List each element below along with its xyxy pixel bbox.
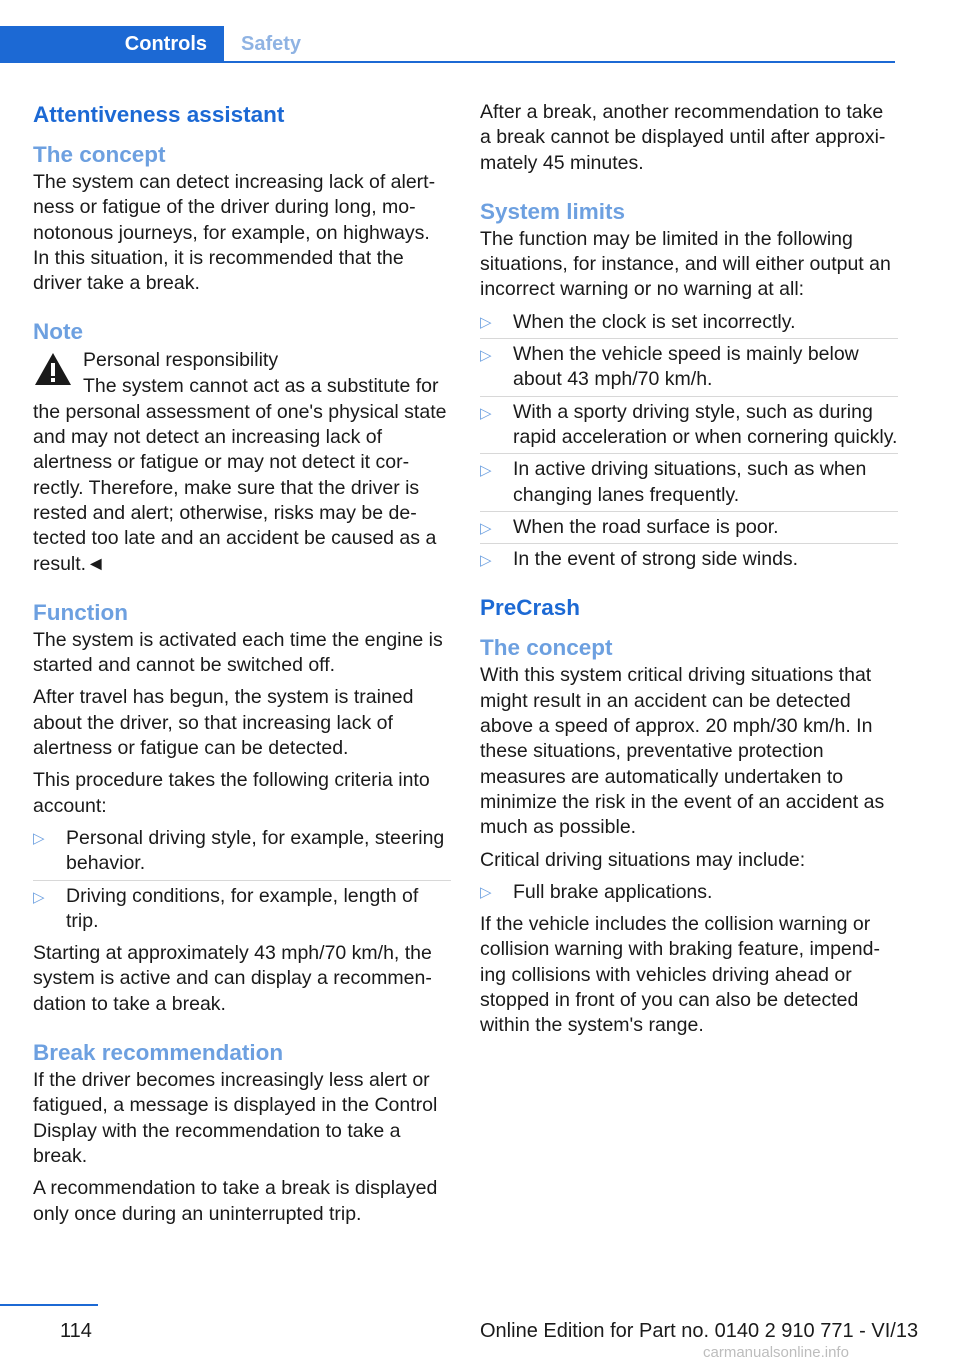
section-title-precrash: PreCrash bbox=[480, 595, 581, 621]
limits-list bbox=[480, 310, 898, 573]
function-p1: The system is activated each time the engine is started and cannot be switched off. bbox=[33, 628, 443, 677]
list-item: ▷ Driving conditions, for example, length of trip. bbox=[33, 880, 451, 935]
heading-function: Function bbox=[33, 599, 128, 625]
note-block bbox=[33, 347, 451, 576]
right-column bbox=[480, 100, 898, 1046]
triangle-bullet-icon: ▷ bbox=[33, 888, 45, 906]
limits-intro: The function may be limited in the following situations, for instance, and will either output an incorrect warning or no warning at all: bbox=[480, 227, 891, 301]
tab-controls[interactable]: Controls bbox=[0, 26, 224, 62]
triangle-bullet-icon: ▷ bbox=[480, 519, 492, 537]
triangle-bullet-icon: ▷ bbox=[33, 829, 45, 847]
list-item: ▷ Full brake applications. bbox=[480, 880, 898, 905]
triangle-bullet-icon: ▷ bbox=[480, 462, 492, 480]
triangle-bullet-icon: ▷ bbox=[480, 404, 492, 422]
triangle-bullet-icon: ▷ bbox=[480, 883, 492, 901]
section-tabbar bbox=[0, 26, 895, 63]
heading-system-limits: System limits bbox=[480, 198, 626, 224]
note-title: Personal responsibility bbox=[83, 349, 279, 372]
left-column bbox=[33, 100, 451, 1234]
list-item: ▷ When the clock is set incorrectly. bbox=[480, 310, 898, 335]
list-item: ▷ When the road surface is poor. bbox=[480, 511, 898, 540]
function-p4: Starting at approximately 43 mph/70 km/h, the system is active and can display a recommendation to take a break. bbox=[33, 942, 432, 1015]
note-text: The system cannot act as a substitute for the personal assessment of one's physical state and may not detect an increasing lack of alertness or fatigue or may not detect it correctly. Therefore, make sure that the driver is rested and alert; otherwise, risks may be detected too late and an accident be caused as a result.◄ bbox=[33, 375, 447, 575]
section-title-attentiveness: Attentiveness assistant bbox=[33, 102, 285, 127]
footer-rule bbox=[0, 1304, 98, 1306]
break-p3: After a break, another recommendation to take a break cannot be displayed until after approximately 45 minutes. bbox=[480, 101, 886, 174]
watermark: carmanualsonline.info bbox=[703, 1344, 849, 1361]
function-p3: This procedure takes the following criteria into account: bbox=[33, 769, 430, 817]
heading-break-recommendation: Break recommendation bbox=[33, 1040, 284, 1066]
precrash-p2: Critical driving situations may include: bbox=[480, 848, 806, 871]
triangle-bullet-icon: ▷ bbox=[480, 313, 492, 331]
header-rule bbox=[0, 61, 895, 63]
heading-note: Note bbox=[33, 319, 83, 345]
break-p2: A recommendation to take a break is displayed only once during an uninterrupted trip. bbox=[33, 1177, 438, 1225]
list-item: ▷ When the vehicle speed is mainly below about 43 mph/70 km/h. bbox=[480, 338, 898, 393]
criteria-list bbox=[33, 826, 451, 934]
list-item: ▷ In the event of strong side winds. bbox=[480, 543, 898, 572]
break-p1: If the driver becomes increasingly less alert or fatigued, a message is displayed in the Control Display with the recommendation to take a break. bbox=[33, 1069, 438, 1167]
concept-text: The system can detect increasing lack of alertness or fatigue of the driver during long, monotonous journeys, for example, on highways. In this situation, it is recommended that the driver take a break. bbox=[33, 171, 436, 295]
triangle-bullet-icon: ▷ bbox=[480, 552, 492, 570]
critical-situations-list bbox=[480, 880, 898, 905]
edition-text: Online Edition for Part no. 0140 2 910 771 - VI/13 bbox=[480, 1320, 919, 1342]
function-p2: After travel has begun, the system is trained about the driver, so that increasing lack of alertness or fatigue can be detected. bbox=[33, 686, 414, 760]
page-number: 114 bbox=[60, 1320, 92, 1342]
precrash-p1: With this system critical driving situations that might result in an accident can be detected above a speed of approx. 20 mph/30 km/h. In these situations, preventative protection measures are automatically undertaken to minimize the risk in the event of an accident as much as possible. bbox=[480, 664, 885, 839]
list-item: ▷ In active driving situations, such as when changing lanes frequently. bbox=[480, 453, 898, 508]
heading-precrash-concept: The concept bbox=[480, 635, 613, 661]
tab-safety[interactable]: Safety bbox=[241, 32, 302, 55]
precrash-p3: If the vehicle includes the collision warning or collision warning with braking feature, impending collisions with vehicles driving ahead or stopped in front of you can also be detected within the system's range. bbox=[480, 913, 880, 1037]
heading-concept: The concept bbox=[33, 142, 166, 167]
warning-triangle-icon bbox=[33, 351, 73, 387]
triangle-bullet-icon: ▷ bbox=[480, 347, 492, 365]
list-item: ▷ With a sporty driving style, such as during rapid acceleration or when cornering quickly. bbox=[480, 396, 898, 451]
list-item: ▷ Personal driving style, for example, steering behavior. bbox=[33, 826, 445, 875]
